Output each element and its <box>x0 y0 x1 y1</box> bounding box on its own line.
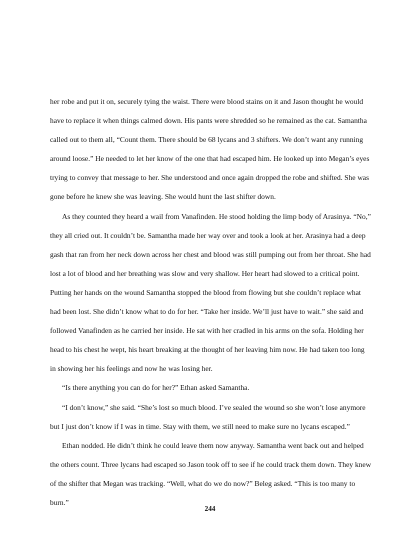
paragraph: her robe and put it on, securely tying the waist. There were blood stains on it and Jason thought he would have to replace it when things calmed down. His pants were shredded so he remained as the cat. Samantha called out to them all, “Count them. There should be 68 lycans and 3 shifters. We don’t want any running around loose.” He needed to let her know of the one that had escaped him. He looked up into Megan’s eyes trying to convey that message to her. She understood and once again dropped the robe and shifted. She was gone before he knew she was leaving. She would hunt the last shifter down. <box>50 97 370 202</box>
paragraph: Ethan nodded. He didn’t think he could leave them now anyway. Samantha went back out and helped the others count. Three lycans had escaped so Jason took off to see if he could track them down. They knew of the shifter that Megan was tracking. “Well, what do we do now?” Beleg asked. “This is too many to burn.” <box>50 440 372 507</box>
page-number: 244 <box>204 505 216 513</box>
body-text <box>50 92 372 512</box>
paragraph: As they counted they heard a wail from Vanafinden. He stood holding the limp body of Arasinya. “No,” they all cried out. It couldn’t be. Samantha made her way over and took a look at her. Arasinya had a deep gash that ran from her neck down across her chest and blood was still pumping out from her throat. She had lost a lot of blood and her breathing was slow and very shallow. Her heart had slowed to a critical point. Putting her hands on the wound Samantha stopped the blood from flowing but she couldn’t replace what had been lost. She didn’t know what to do for her. “Take her inside. We’ll just have to wait.” she said and followed Vanafinden as he carried her inside. He sat with her cradled in his arms on the sofa. Holding her head to his chest he wept, his heart breaking at the thought of her leaving him now. He had taken too long in showing her his feelings and now he was losing her. <box>50 211 371 374</box>
paragraph: “I don’t know,” she said. “She’s lost so much blood. I’ve sealed the wound so she won’t lose anymore but I just don’t know if I was in time. Stay with them, we still need to make sure no lycans escaped.” <box>50 402 366 431</box>
paragraph: “Is there anything you can do for her?” Ethan asked Samantha. <box>62 383 250 393</box>
